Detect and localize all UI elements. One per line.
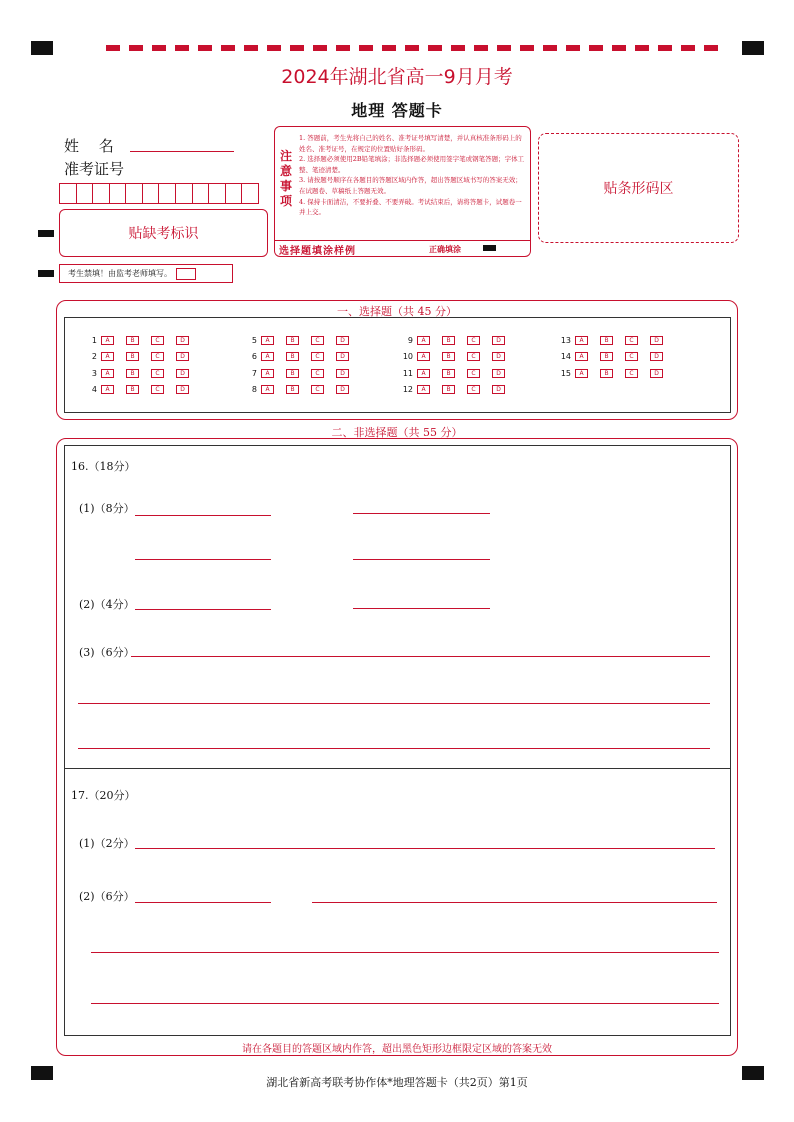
exam-id-box[interactable] [176,184,193,203]
section1-title: 一、选择题（共 45 分） [337,305,457,318]
mc-option-bubble[interactable]: A [261,369,274,378]
mc-option-bubble[interactable]: D [492,385,505,394]
mc-option-bubble[interactable]: A [101,369,114,378]
mc-question-11 [399,369,517,378]
mc-option-bubble[interactable]: A [101,352,114,361]
mc-option-bubble[interactable]: B [600,369,613,378]
registration-mark-top-left [31,41,53,55]
q16-part2-label: (2)（4分） [79,598,135,611]
mc-option-bubble[interactable]: D [650,336,663,345]
mc-question-number: 10 [402,352,413,361]
timing-dash [290,45,304,51]
mc-option-bubble[interactable]: A [261,352,274,361]
q16-part1-line-c[interactable] [135,559,271,560]
mc-question-number: 14 [560,352,571,361]
q16-heading: 16.（18分） [71,460,136,473]
absent-sticker-area [59,209,268,257]
q16-part2-line-a[interactable] [135,609,271,610]
mc-question-number: 7 [251,369,257,378]
mc-option-bubble[interactable]: C [625,352,638,361]
q16-part1-line-b[interactable] [353,513,490,514]
q16-part1-line-a[interactable] [135,515,271,516]
timing-dash [681,45,695,51]
mc-option-bubble[interactable]: D [336,369,349,378]
multiple-choice-grid [64,317,731,413]
timing-dash [428,45,442,51]
fill-sample-bar [275,240,530,257]
proctor-box[interactable] [176,268,196,280]
mc-option-bubble[interactable]: A [575,336,588,345]
timing-dash [405,45,419,51]
timing-dash [589,45,603,51]
mc-option-bubble[interactable]: A [417,336,430,345]
notice-item: 3. 请按题号顺序在各题目的答题区域内作答，超出答题区域书写的答案无效；在试题卷、草稿纸上答题无效。 [299,176,522,195]
mc-option-bubble[interactable]: C [625,369,638,378]
mc-question-number: 3 [91,369,97,378]
mc-option-bubble[interactable]: A [417,369,430,378]
mc-question-1 [83,336,201,345]
timing-dash [244,45,258,51]
exam-id-box[interactable] [159,184,176,203]
mc-question-13 [557,336,675,345]
mc-option-bubble[interactable]: B [442,385,455,394]
timing-dash [612,45,626,51]
mc-option-bubble[interactable]: C [151,336,164,345]
footer-warning: 请在各题目的答题区域内作答，超出黑色矩形边框限定区域的答案无效 [242,1044,552,1055]
mc-option-bubble[interactable]: A [575,369,588,378]
barcode-area [538,133,739,243]
exam-id-boxes[interactable] [59,183,259,204]
timing-dash [658,45,672,51]
side-mark-1 [38,230,54,237]
q17-part2-line-a[interactable] [135,902,271,903]
timing-dash [267,45,281,51]
mc-option-bubble[interactable]: A [575,352,588,361]
question-divider [65,768,730,769]
mc-option-bubble[interactable]: D [176,385,189,394]
mc-option-bubble[interactable]: B [286,352,299,361]
mc-question-5 [243,336,361,345]
mc-question-number: 5 [251,336,257,345]
timing-dash [474,45,488,51]
mc-question-number: 2 [91,352,97,361]
q16-part2-line-b[interactable] [353,608,490,609]
mc-option-bubble[interactable]: D [176,352,189,361]
mc-option-bubble[interactable]: C [467,385,480,394]
page-title: 2024年湖北省高一9月月考 [281,66,513,88]
mc-question-6 [243,352,361,361]
side-mark-2 [38,270,54,277]
mc-question-9 [399,336,517,345]
mc-option-bubble[interactable]: A [261,336,274,345]
answer-area [64,445,731,1036]
notice-panel [274,126,531,257]
mc-option-bubble[interactable]: B [126,369,139,378]
timing-dash [198,45,212,51]
timing-dash [336,45,350,51]
absent-sticker-label: 贴缺考标识 [128,226,199,242]
q17-part1-line[interactable] [135,848,715,849]
q16-part1-label: (1)（8分） [79,502,135,515]
mc-question-number: 8 [251,385,257,394]
q16-part3-label: (3)（6分） [79,646,135,659]
mc-option-bubble[interactable]: C [625,336,638,345]
mc-option-bubble[interactable]: C [151,385,164,394]
exam-id-label: 准考证号 [64,160,125,178]
mc-option-bubble[interactable]: D [492,336,505,345]
mc-question-number: 6 [251,352,257,361]
mc-option-bubble[interactable]: B [442,336,455,345]
mc-question-2 [83,352,201,361]
timing-dash [359,45,373,51]
timing-dash [129,45,143,51]
mc-question-15 [557,369,675,378]
mc-option-bubble[interactable]: B [126,352,139,361]
timing-dash [221,45,235,51]
mc-question-10 [399,352,517,361]
timing-dash [704,45,718,51]
proctor-note [59,264,233,283]
mc-question-number: 12 [402,385,413,394]
timing-dash [497,45,511,51]
mc-question-number: 13 [560,336,571,345]
timing-dash [175,45,189,51]
q17-part2-line-c[interactable] [91,952,719,953]
exam-id-box[interactable] [77,184,94,203]
timing-dash [543,45,557,51]
correct-fill-sample [483,245,496,251]
exam-id-box[interactable] [143,184,160,203]
mc-question-number: 4 [91,385,97,394]
mc-option-bubble[interactable]: B [286,385,299,394]
mc-question-3 [83,369,201,378]
mc-option-bubble[interactable]: A [101,385,114,394]
mc-option-bubble[interactable]: B [442,369,455,378]
mc-option-bubble[interactable]: D [492,352,505,361]
mc-option-bubble[interactable]: C [151,352,164,361]
timing-dash [106,45,120,51]
mc-option-bubble[interactable]: C [311,352,324,361]
mc-option-bubble[interactable]: A [101,336,114,345]
timing-track [106,45,734,51]
q17-part1-label: (1)（2分） [79,837,135,850]
exam-id-box[interactable] [110,184,127,203]
q17-part2-line-d[interactable] [91,1003,719,1004]
exam-id-box[interactable] [226,184,243,203]
mc-option-bubble[interactable]: C [151,369,164,378]
timing-dash [152,45,166,51]
page-footer: 湖北省新高考联考协作体*地理答题卡（共2页）第1页 [266,1076,528,1089]
exam-id-box[interactable] [209,184,226,203]
mc-question-14 [557,352,675,361]
mc-option-bubble[interactable]: D [650,369,663,378]
notice-item: 4. 保持卡面清洁，不要折叠、不要弄破。考试结束后，请将答题卡，试题卷一并上交。 [299,197,522,217]
notice-heading: 注意事项 [279,149,292,208]
mc-option-bubble[interactable]: B [600,336,613,345]
exam-id-box[interactable] [126,184,143,203]
exam-id-box[interactable] [93,184,110,203]
mc-question-number: 9 [407,336,413,345]
name-label: 姓 名 [64,137,114,155]
mc-question-7 [243,369,361,378]
timing-dash [635,45,649,51]
mc-question-8 [243,385,361,394]
exam-id-box[interactable] [242,184,258,203]
q17-part2-line-b[interactable] [312,902,717,903]
mc-option-bubble[interactable]: D [492,369,505,378]
mc-option-bubble[interactable]: D [650,352,663,361]
exam-id-box[interactable] [60,184,77,203]
mc-option-bubble[interactable]: D [176,336,189,345]
notice-item: 2. 选择题必须使用2B铅笔填涂；非选择题必须使用签字笔或钢笔答题；字体工整、笔迹清楚。 [299,155,525,174]
mc-option-bubble[interactable]: A [261,385,274,394]
mc-option-bubble[interactable]: C [311,385,324,394]
mc-option-bubble[interactable]: B [126,385,139,394]
q16-part3-line-c[interactable] [78,748,710,749]
timing-dash [451,45,465,51]
timing-dash [382,45,396,51]
mc-question-number: 11 [402,369,413,378]
q16-part3-line-a[interactable] [131,656,710,657]
mc-option-bubble[interactable]: B [286,336,299,345]
mc-option-bubble[interactable]: B [442,352,455,361]
mc-option-bubble[interactable]: D [336,385,349,394]
section2-title: 二、非选择题（共 55 分） [331,426,463,439]
fill-sample-label: 选择题填涂样例 [279,246,356,257]
notice-item: 1. 答题前，考生先将自己的姓名、准考证号填写清楚，并认真核准条形码上的姓名、准考证号，在规定的位置贴好条形码。 [299,134,522,153]
mc-option-bubble[interactable]: B [600,352,613,361]
page-subtitle: 地理 答题卡 [351,101,443,120]
mc-option-bubble[interactable]: C [467,352,480,361]
barcode-label: 贴条形码区 [603,181,674,197]
mc-option-bubble[interactable]: B [126,336,139,345]
registration-mark-top-right [742,41,764,55]
q17-heading: 17.（20分） [71,789,136,802]
timing-dash [313,45,327,51]
q16-part3-line-b[interactable] [78,703,710,704]
q17-part2-label: (2)（6分） [79,890,135,903]
q16-part1-line-d[interactable] [353,559,490,560]
mc-option-bubble[interactable]: B [286,369,299,378]
mc-question-12 [399,385,517,394]
exam-id-box[interactable] [193,184,210,203]
mc-question-number: 15 [560,369,571,378]
correct-fill-label: 正确填涂 [429,245,461,254]
mc-question-4 [83,385,201,394]
mc-option-bubble[interactable]: D [176,369,189,378]
mc-option-bubble[interactable]: A [417,352,430,361]
mc-option-bubble[interactable]: C [311,336,324,345]
mc-option-bubble[interactable]: D [336,336,349,345]
timing-dash [520,45,534,51]
timing-dash [566,45,580,51]
proctor-note-label: 考生禁填！由监考老师填写。 [68,269,172,278]
mc-option-bubble[interactable]: C [467,336,480,345]
mc-option-bubble[interactable]: D [336,352,349,361]
mc-option-bubble[interactable]: C [467,369,480,378]
mc-option-bubble[interactable]: A [417,385,430,394]
mc-question-number: 1 [91,336,97,345]
mc-option-bubble[interactable]: C [311,369,324,378]
name-field[interactable] [130,137,234,152]
notice-list [299,133,527,218]
